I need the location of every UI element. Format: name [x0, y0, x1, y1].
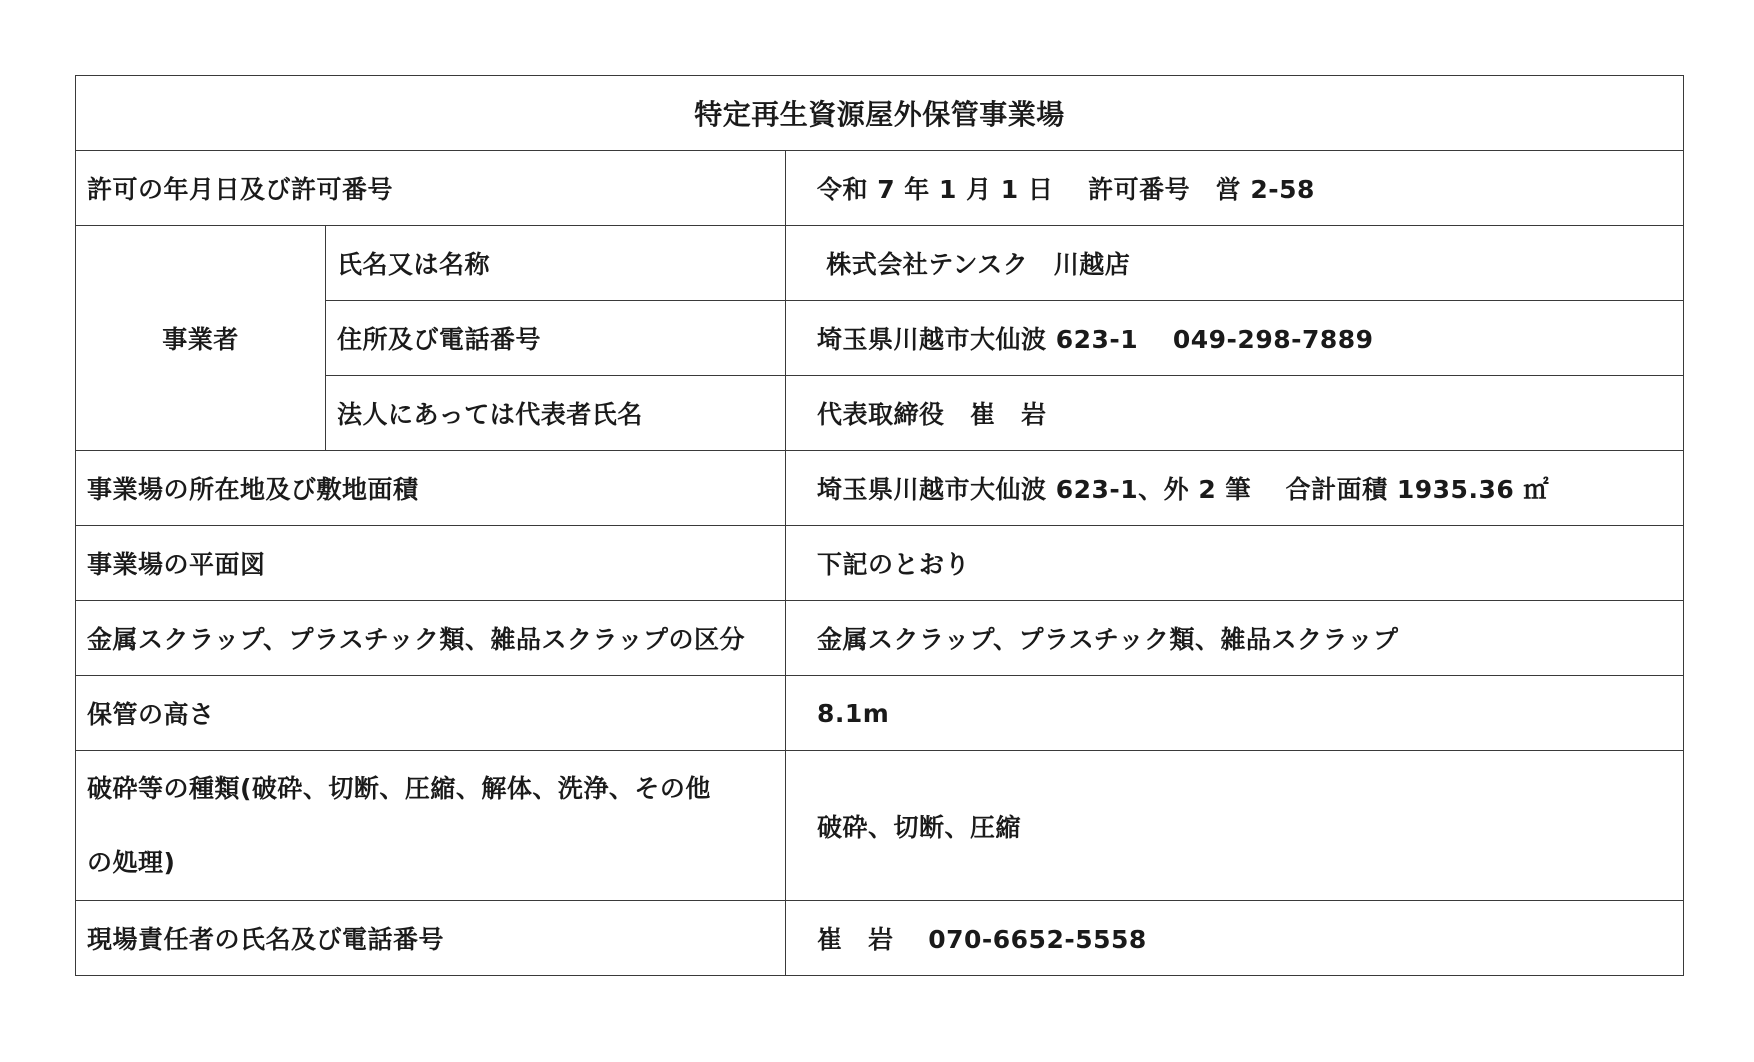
floor-plan-label: 事業場の平面図 [76, 526, 786, 601]
site-location-value: 埼玉県川越市大仙波 623-1、外 2 筆 合計面積 1935.36 ㎡ [786, 451, 1684, 526]
processing-label-line2: の処理) [87, 847, 176, 877]
floor-plan-value: 下記のとおり [786, 526, 1684, 601]
permit-info-table [75, 75, 1684, 976]
permit-label: 許可の年月日及び許可番号 [76, 151, 786, 226]
operator-address-label: 住所及び電話番号 [326, 301, 786, 376]
operator-address-value: 埼玉県川越市大仙波 623-1 049-298-7889 [786, 301, 1684, 376]
storage-height-value: 8.1m [786, 676, 1684, 751]
processing-label-line1: 破砕等の種類(破砕、切断、圧縮、解体、洗浄、その他 [87, 773, 711, 803]
table-row [76, 676, 1684, 751]
table-row [76, 451, 1684, 526]
table-row [76, 526, 1684, 601]
categories-value: 金属スクラップ、プラスチック類、雑品スクラップ [786, 601, 1684, 676]
processing-label [76, 751, 786, 901]
site-manager-label: 現場責任者の氏名及び電話番号 [76, 901, 786, 976]
categories-label: 金属スクラップ、プラスチック類、雑品スクラップの区分 [76, 601, 786, 676]
table-row [76, 151, 1684, 226]
site-manager-value: 崔 岩 070-6652-5558 [786, 901, 1684, 976]
representative-label: 法人にあっては代表者氏名 [326, 376, 786, 451]
table-row [76, 751, 1684, 901]
table-row [76, 601, 1684, 676]
representative-value: 代表取締役 崔 岩 [786, 376, 1684, 451]
operator-name-value: 株式会社テンスク 川越店 [786, 226, 1684, 301]
permit-value: 令和 7 年 1 月 1 日 許可番号 営 2-58 [786, 151, 1684, 226]
site-location-label: 事業場の所在地及び敷地面積 [76, 451, 786, 526]
operator-group-label: 事業者 [76, 226, 326, 451]
document-title: 特定再生資源屋外保管事業場 [76, 76, 1684, 151]
table-row [76, 901, 1684, 976]
processing-value: 破砕、切断、圧縮 [786, 751, 1684, 901]
storage-height-label: 保管の高さ [76, 676, 786, 751]
title-row [76, 76, 1684, 151]
operator-name-label: 氏名又は名称 [326, 226, 786, 301]
table-row [76, 226, 1684, 301]
